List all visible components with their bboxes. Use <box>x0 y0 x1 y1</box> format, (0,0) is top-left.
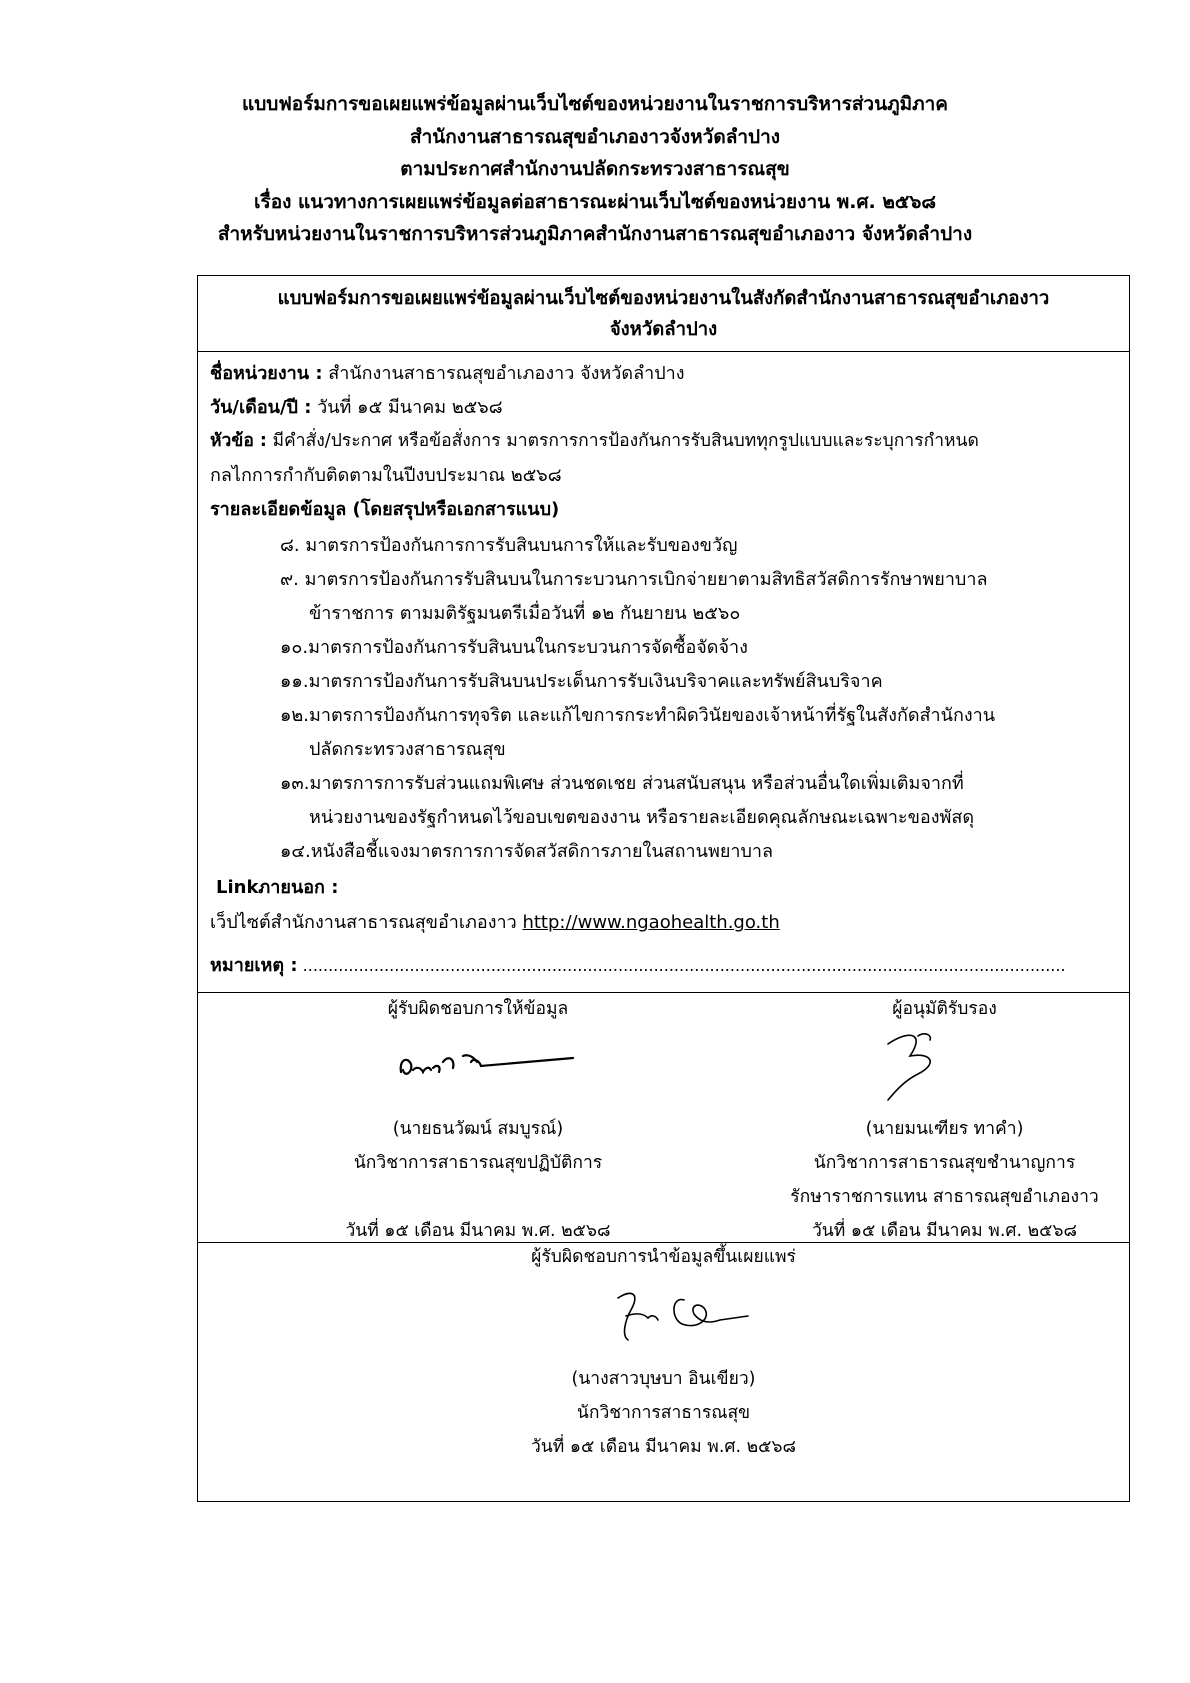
signature-section <box>198 992 1129 1243</box>
link-text: เว็ปไซต์สำนักงานสาธารณสุขอำเภองาว <box>210 912 523 933</box>
topic-value-line-1: มีคำสั่ง/ประกาศ หรือข้อสั่งการ มาตรการการป้องกันการรับสินบททุกรูปแบบและระบุการกำหนด <box>266 431 979 451</box>
list-item-continuation: ปลัดกระทรวงสาธารณสุข <box>309 739 506 760</box>
link-row <box>210 907 780 936</box>
left-signer-date: วันที่ ๑๕ เดือน มีนาคม พ.ศ. ๒๕๖๘ <box>345 1221 611 1241</box>
document-header <box>0 88 1190 251</box>
list-item: ๑๓.มาตรการการรับส่วนแถมพิเศษ ส่วนชดเชย ส่วนสนับสนุน หรือส่วนอื่นใดเพิ่มเติมจากที่ <box>280 773 964 794</box>
date-value: วันที่ ๑๕ มีนาคม ๒๕๖๘ <box>311 397 503 418</box>
date-row <box>210 392 503 421</box>
publisher-section <box>198 1242 1129 1501</box>
right-signer-position: นักวิชาการสาธารณสุขชำนาญการ <box>813 1153 1076 1173</box>
form-title-line-2: จังหวัดลำปาง <box>609 319 718 340</box>
right-signer-date: วันที่ ๑๕ เดือน มีนาคม พ.ศ. ๒๕๖๘ <box>811 1221 1078 1241</box>
unit-value: สำนักงานสาธารณสุขอำเภองาว จังหวัดลำปาง <box>322 363 685 384</box>
right-signature-image <box>868 1022 968 1107</box>
date-label: วัน/เดือน/ปี : <box>210 397 312 418</box>
note-row <box>210 950 1066 979</box>
list-item: ๑๐.มาตรการป้องกันการรับสินบนในกระบวนการจัดซื้อจัดจ้าง <box>280 637 748 658</box>
topic-row <box>210 426 979 454</box>
form-title-section <box>198 276 1129 352</box>
left-signer-role: ผู้รับผิดชอบการให้ข้อมูล <box>387 999 569 1019</box>
list-item-continuation: หน่วยงานของรัฐกำหนดไว้ขอบเขตของงาน หรือรายละเอียดคุณลักษณะเฉพาะของพัสดุ <box>309 807 975 828</box>
list-item: ๑๑.มาตรการป้องกันการรับสินบนประเด็นการรับเงินบริจาคและทรัพย์สินบริจาค <box>280 671 883 692</box>
publisher-role: ผู้รับผิดชอบการนำข้อมูลขึ้นเผยแพร่ <box>531 1247 796 1267</box>
right-signer-name: (นายมนเฑียร ทาคำ) <box>865 1119 1024 1139</box>
topic-value-line-2: กลไกการกำกับติดตามในปีงบประมาณ ๒๕๖๘ <box>210 465 562 486</box>
form-body-section <box>198 352 1129 993</box>
left-signer-position: นักวิชาการสาธารณสุขปฏิบัติการ <box>353 1153 603 1173</box>
right-signer-acting: รักษาราชการแทน สาธารณสุขอำเภองาว <box>790 1187 1099 1207</box>
header-line-4: เรื่อง แนวทางการเผยแพร่ข้อมูลต่อสาธารณะผ่านเว็บไซต์ของหน่วยงาน พ.ศ. ๒๕๖๘ <box>254 190 936 213</box>
list-item: ๑๒.มาตรการป้องกันการทุจริต และแก้ไขการกระทำผิดวินัยของเจ้าหน้าที่รัฐในสังกัดสำนักงาน <box>280 705 996 726</box>
link-label: Linkภายนอก : <box>216 877 339 898</box>
right-signer-role: ผู้อนุมัติรับรอง <box>892 999 997 1019</box>
unit-row <box>210 358 685 387</box>
list-item: ๘. มาตรการป้องกันการการรับสินบนการให้และรับของขวัญ <box>280 535 738 556</box>
unit-label: ชื่อหน่วยงาน : <box>210 363 323 384</box>
header-line-3: ตามประกาศสำนักงานปลัดกระทรวงสาธารณสุข <box>400 158 790 180</box>
note-dots: ...................................................................................................................................................... <box>297 956 1066 975</box>
header-line-1: แบบฟอร์มการขอเผยแพร่ข้อมูลผ่านเว็บไซต์ของหน่วยงานในราชการบริหารส่วนภูมิภาค <box>241 93 949 115</box>
details-label: รายละเอียดข้อมูล (โดยสรุปหรือเอกสารแนบ) <box>210 499 560 520</box>
list-item-continuation: ข้าราชการ ตามมติรัฐมนตรีเมื่อวันที่ ๑๒ กันยายน ๒๕๖๐ <box>309 603 741 624</box>
publisher-date: วันที่ ๑๕ เดือน มีนาคม พ.ศ. ๒๕๖๘ <box>530 1437 797 1457</box>
publisher-position: นักวิชาการสาธารณสุข <box>576 1403 751 1423</box>
website-link[interactable]: http://www.ngaohealth.go.th <box>522 912 780 933</box>
topic-label: หัวข้อ : <box>210 431 267 451</box>
publisher-signature-image <box>608 1280 758 1352</box>
list-item: ๑๔.หนังสือชี้แจงมาตรการการจัดสวัสดิการภายในสถานพยาบาล <box>280 841 774 862</box>
left-signer-name: (นายธนวัฒน์ สมบูรณ์) <box>392 1119 564 1139</box>
left-signature-image <box>393 1032 583 1092</box>
note-label: หมายเหตุ : <box>210 955 298 976</box>
list-item: ๙. มาตรการป้องกันการรับสินบนในการะบวนการเบิกจ่ายยาตามสิทธิสวัสดิการรักษาพยาบาล <box>280 569 988 590</box>
header-line-5: สำหรับหน่วยงานในราชการบริหารส่วนภูมิภาคสำนักงานสาธารณสุขอำเภองาว จังหวัดลำปาง <box>217 223 973 245</box>
header-line-2: สำนักงานสาธารณสุขอำเภองาวจังหวัดลำปาง <box>409 125 781 148</box>
form-title-line-1: แบบฟอร์มการขอเผยแพร่ข้อมูลผ่านเว็บไซต์ของหน่วยงานในสังกัดสำนักงานสาธารณสุขอำเภองาว <box>277 288 1050 309</box>
publisher-name: (นางสาวบุษบา อินเขียว) <box>571 1369 756 1389</box>
form-table <box>197 275 1130 1502</box>
